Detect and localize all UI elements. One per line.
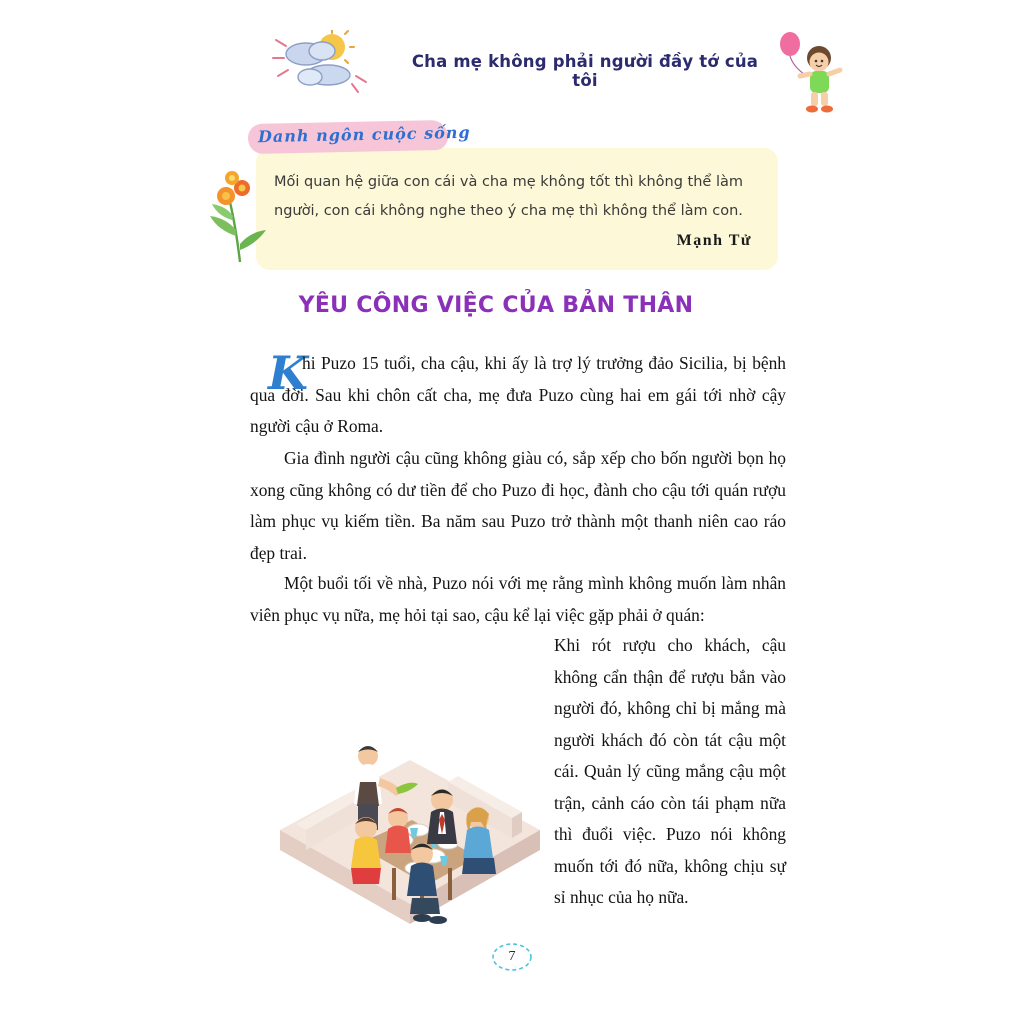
page-number-value: 7 — [508, 949, 516, 964]
quote-author: Mạnh Tử — [676, 232, 752, 249]
quote-label: Danh ngôn cuộc sống — [257, 122, 471, 147]
drop-cap: K — [268, 346, 308, 400]
paragraph-4-text: Khi rót rượu cho khách, cậu không cẩn thận để rượu bắn vào người đó, không chỉ bị mắng mà người khách đó còn tát cậu một cái. Quản lý cũng mắng cậu một trận, cảnh cáo còn tái phạm nữa thì đuổi việc. Puzo nói không muốn tới đó nữa, không chịu sự sỉ nhục của họ nữa. — [554, 635, 786, 907]
paragraph-3 — [250, 568, 786, 631]
restaurant-scene-illustration — [272, 632, 548, 942]
quote-text: Mối quan hệ giữa con cái và cha mẹ không tốt thì không thể làm người, con cái không nghe theo ý cha mẹ thì không thể làm con. — [274, 174, 743, 219]
flower-branch-doodle — [196, 158, 286, 268]
paragraph-1-text: hi Puzo 15 tuổi, cha cậu, khi ấy là trợ lý trưởng đảo Sicilia, bị bệnh qua đời. Sau khi chôn cất cha, mẹ đưa Puzo cùng hai em gái tới nhờ cậy người cậu ở Roma. — [250, 353, 786, 436]
paragraph-2 — [250, 443, 786, 569]
article-title: YÊU CÔNG VIỆC CỦA BẢN THÂN — [298, 293, 694, 318]
paragraph-2-text: Gia đình người cậu cũng không giàu có, sắp xếp cho bốn người bọn họ xong cũng không có dư tiền để cho Puzo đi học, đành cho cậu tới quán rượu làm phục vụ kiếm tiền. Ba năm sau Puzo trở thành một thanh niên cao ráo đẹp trai. — [250, 448, 786, 563]
book-running-title: Cha mẹ không phải người đầy tớ của tôi — [411, 52, 759, 90]
page-number — [488, 940, 536, 974]
cloud-sun-doodle — [270, 30, 400, 100]
boy-with-balloon-doodle — [760, 30, 860, 120]
paragraph-4 — [554, 630, 786, 914]
quote-block — [196, 120, 796, 280]
paragraph-3-text: Một buổi tối về nhà, Puzo nói với mẹ rằng mình không muốn làm nhân viên phục vụ nữa, mẹ hỏi tại sao, cậu kể lại việc gặp phải ở quán: — [250, 573, 786, 625]
page-header — [250, 30, 870, 110]
paragraph-1 — [250, 348, 786, 443]
